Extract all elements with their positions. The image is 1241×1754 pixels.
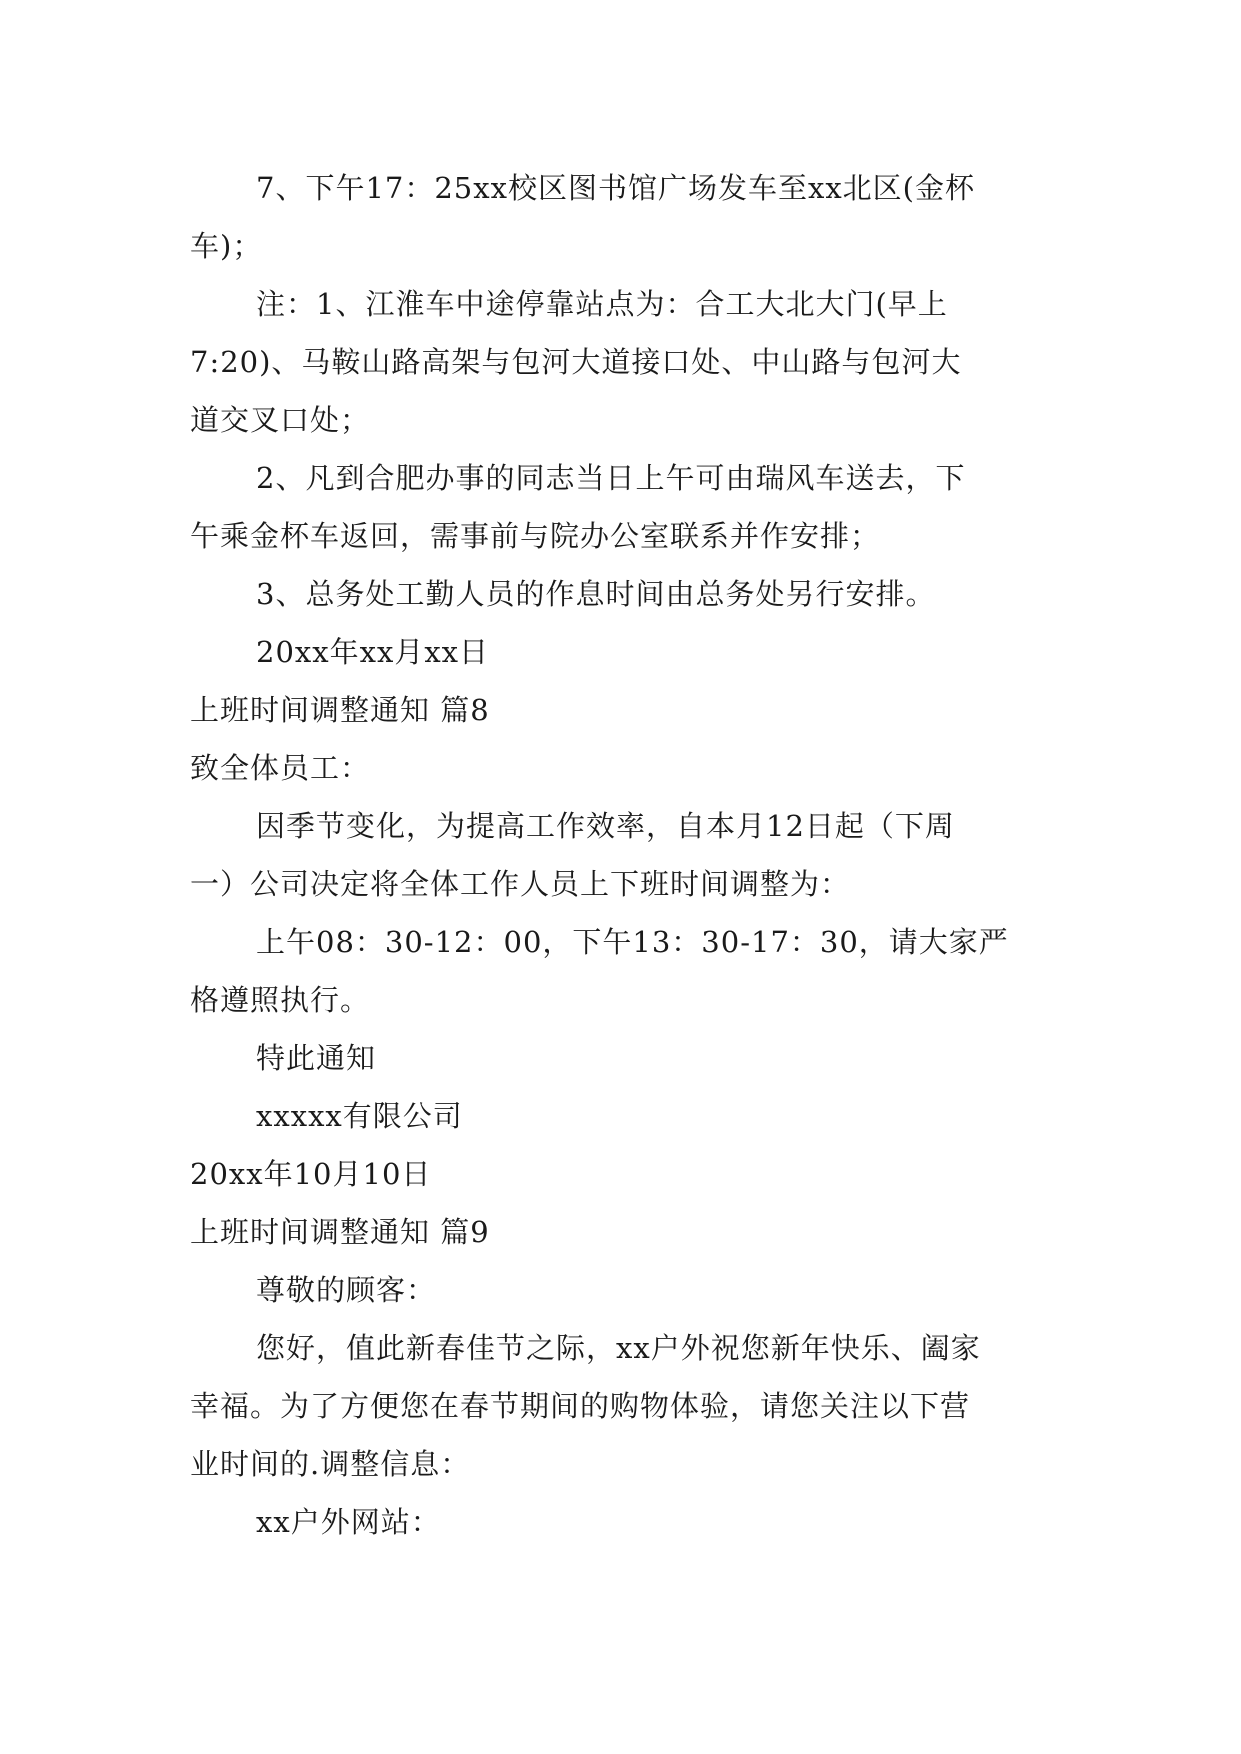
text-line: 3、总务处工勤人员的作息时间由总务处另行安排。 [256,577,936,611]
text-line: 车)； [190,229,263,263]
date-line: 20xx年10月10日 [190,1157,432,1191]
text-line: 7:20)、马鞍山路高架与包河大道接口处、中山路与包河大 [190,345,962,379]
text-line: 上午08：30-12：00，下午13：30-17：30，请大家严 [256,925,1009,959]
text-line: 幸福。为了方便您在春节期间的购物体验，请您关注以下营 [190,1389,971,1423]
text-line: 格遵照执行。 [190,983,371,1017]
text-line: 道交叉口处； [190,403,371,437]
date-line: 20xx年xx月xx日 [256,635,490,669]
text-line: 一）公司决定将全体工作人员上下班时间调整为： [190,867,851,901]
text-line: 午乘金杯车返回，需事前与院办公室联系并作安排； [190,519,881,553]
text-line: 7、下午17：25xx校区图书馆广场发车至xx北区(金杯 [256,171,975,205]
text-line: 业时间的.调整信息： [190,1447,471,1481]
closing-line: 特此通知 [256,1041,377,1075]
signature-company: xxxxx有限公司 [256,1099,463,1133]
section-heading: 上班时间调整通知 篇9 [190,1215,490,1249]
text-line: 2、凡到合肥办事的同志当日上午可由瑞风车送去，下 [256,461,966,495]
text-line: 因季节变化，为提高工作效率，自本月12日起（下周 [256,809,955,843]
salutation: 致全体员工： [190,751,371,785]
text-line: xx户外网站： [256,1505,441,1539]
text-line: 您好，值此新春佳节之际，xx户外祝您新年快乐、阖家 [256,1331,981,1365]
salutation: 尊敬的顾客： [256,1273,437,1307]
text-line: 注：1、江淮车中途停靠站点为：合工大北大门(早上 [256,287,948,321]
section-heading: 上班时间调整通知 篇8 [190,693,490,727]
